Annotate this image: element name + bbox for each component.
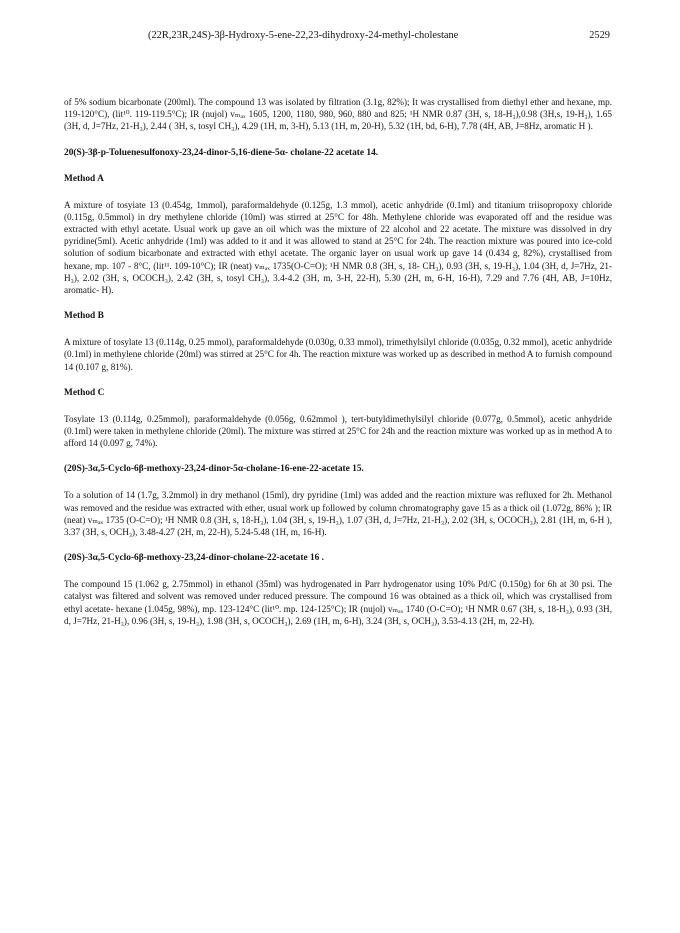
paragraph-method-b: A mixture of tosylate 13 (0.114g, 0.25 mmol), paraformaldehyde (0.030g, 0.33 mmol), trimethylsilyl chloride (0.035g, 0.32 mmol), acetic anhydride (0.1ml) in methylene chloride (20ml) was stirred at 25°C for 4h. The reaction mixture was worked up as described in method A to furnish compound 14 (0.107 g, 81%). (64, 337, 612, 372)
paragraph-compound-15: To a solution of 14 (1.7g, 3.2mmol) in dry methanol (15ml), dry pyridine (1ml) was added and the reaction mixture was refluxed for 2h. Methanol was removed and the residue was extracted with ether, usual work up followed by column chromatography gave 15 as a thick oil (1.072g, 86% ); IR (neat) vₘₐₓ 1735 (O-C=O); ¹H NMR 0.8 (3H, s, 18-H₃), 1.04 (3H, s, 19-H₃), 1.07 (3H, d, J=7Hz, 21-H₃), 2.02 (3H, s, OCOCH₃), 2.81 (1H, m, 6-H ), 3.37 (3H, s, OCH₃), 3.48-4.27 (2H, m, 22-H), 5.24-5.48 (1H, m, 16-H). (64, 490, 612, 538)
heading-method-a: Method A (64, 173, 104, 184)
paragraph-compound-13: of 5% sodium bicarbonate (200ml). The compound 13 was isolated by filtration (3.1g, 82%); It was crystallised from diethyl ether and hexane, mp. 119-120°C), (lit¹⁰. 119-119.5°C); IR (nujol) vₘₐₓ 1605, 1200, 1180, 980, 960, 880 and 825; ¹H NMR 0.87 (3H, s, 18-H₃),0.98 (3H,s, 19-H₃), 1.65 (3H, d, J=7Hz, 21-H₃), 2.44 ( 3H, s, tosyl CH₃), 4.29 (1H, m, 3-H), 5.13 (1H, m, 20-H), 5.32 (1H, bd, 6-H), 7.78 (4H, AB, J=8Hz, aromatic H ). (64, 97, 612, 132)
page-number: 2529 (589, 30, 610, 41)
heading-method-b: Method B (64, 311, 104, 322)
running-title: (22R,23R,24S)-3β-Hydroxy-5-ene-22,23-dihydroxy-24-methyl-cholestane (148, 30, 459, 41)
heading-compound-16: (20S)-3α,5-Cyclo-6β-methoxy-23,24-dinor-cholane-22-acetate 16 . (64, 553, 325, 564)
running-header (148, 30, 610, 48)
paragraph-compound-16: The compound 15 (1.062 g, 2.75mmol) in ethanol (35ml) was hydrogenated in Parr hydrogenator using 10% Pd/C (0.150g) for 6h at 30 psi. The catalyst was filtered and solvent was removed under reduced pressure. The compound 16 was obtained as a thick oil, which was crystallised from ethyl acetate- hexane (1.045g, 98%), mp. 123-124°C (lit¹⁰. mp. 124-125°C); IR (nujol) vₘₐₓ 1740 (O-C=O); ¹H NMR 0.67 (3H, s, 18-H₃), 0.93 (3H, d, J=7Hz, 21-H₃), 0.96 (3H, s, 19-H₃), 1.98 (3H, s, OCOCH₃), 2.69 (1H, m, 6-H), 3.24 (3H, s, OCH₃), 3.53-4.13 (2H, m, 22-H). (64, 579, 612, 626)
heading-method-c: Method C (64, 387, 105, 398)
paragraph-method-c: Tosylate 13 (0.114g, 0.25mmol), paraformaldehyde (0.056g, 0.62mmol ), tert-butyldimethylsilyl chloride (0.077g, 0.5mmol), acetic anhydride (0.1ml) were taken in methylene chloride (20ml). The mixture was stirred at 25°C for 24h and the reaction mixture was worked up as in method A to afford 14 (0.097 g, 74%). (64, 413, 612, 449)
article-body (64, 96, 612, 641)
heading-compound-15: (20S)-3α,5-Cyclo-6β-methoxy-23,24-dinor-5α-cholane-16-ene-22-acetate 15. (64, 464, 364, 475)
paragraph-method-a: A mixture of tosyiate 13 (0.454g, 1mmol), paraformaldehyde (0.125g, 1.3 mmol), acetic anhydride (0.1ml) and titanium triisopropoxy chloride (0.115g, 0.5mmol) in dry methylene chloride (10ml) was stirred at 25°C for 48h. Methylene chloride was evaporated off and the residue was extracted with ethyl acetate. Usual work up gave an oil which was the mixture of 22 alcohol and 22 acetate. The mixture was dissolved in dry pyridine(5ml). Acetic anhydride (1ml) was added to it and it was allowed to stand at 25°C for 24h. The reaction mixture was poured into ice-cold solution of sodium bicarbonate and extracted with ethyl acetate. The organic layer on usual work up gave 14 (0.434 g, 82%), crystallised from hexane, mp. 107 - 8°C, (lit¹¹. 109-10°C); IR (neat) vₘₐₓ 1735(O-C=O); ¹H NMR 0.8 (3H, s, 18- CH₃), 0.93 (3H, s, 19-H₃), 1.04 (3H, d, J=7Hz, 21-H₃), 2.02 (3H, s, OCOCH₃), 2.42 (3H, s, tosyl CH₃), 3.4-4.2 (3H, m, 3-H, 22-H), 5.30 (2H, m, 6-H, 16-H), 7.29 and 7.76 (4H, AB, J=10Hz, aromatic- H). (64, 199, 612, 296)
heading-compound-14: 20(S)-3β-p-Toluenesulfonoxy-23,24-dinor-5,16-diene-5α- cholane-22 acetate 14. (64, 147, 379, 158)
